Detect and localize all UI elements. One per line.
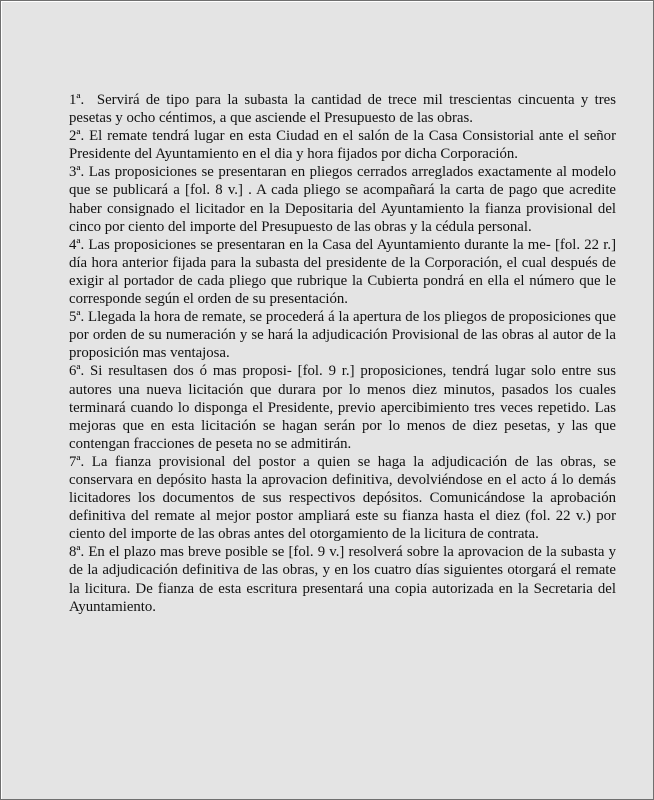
clause-1 <box>69 91 616 127</box>
clause-8 <box>69 543 616 615</box>
document-body <box>69 91 616 616</box>
clause-3 <box>69 163 616 235</box>
clause-text: La fianza provisional del postor a quien se haga la adjudicación de las obras, se conservara en depósito hasta la aprovacion definitiva, devolviéndose en el acto á lo demás licitadores los documentos de sus respectivos depósitos. Comunicándose la aprobación definitiva del remate al mejor postor ampliará este su fianza hasta el diez (fol. 22 v.) por ciento del importe de las obras antes del otorgamiento de la licitura de contrata. <box>69 453 617 543</box>
clause-2 <box>69 127 616 163</box>
clause-4 <box>69 236 616 308</box>
clause-text: En el plazo mas breve posible se [fol. 9 v.] resolverá sobre la aprovacion de la subasta y de la adjudicación definitiva de las obras, y en los cuatro días siguientes otorgará el remate la licitura. De fianza de esta escritura presentará una copia autorizada en la Secretaria del Ayuntamiento. <box>69 544 616 615</box>
clause-text: El remate tendrá lugar en esta Ciudad en el salón de la Casa Consistorial ante el señor Presidente del Ayuntamiento en el dia y hora fijados por dicha Corporación. <box>69 128 616 163</box>
clause-number: 4ª. <box>69 236 85 253</box>
clause-number: 2ª. <box>69 128 85 145</box>
clause-number: 8ª. <box>69 544 85 561</box>
clause-number: 6ª. <box>69 363 85 380</box>
clause-text: Si resultasen dos ó mas proposi- [fol. 9 r.] proposiciones, tendrá lugar solo entre sus autores una nueva licitación que durara por lo menos diez minutos, pasados los cuales terminará cuando lo disponga el Presidente, previo apercibimiento tres veces repetido. Las mejoras que en esta licitación se hagan serán por lo menos de diez pesetas, y las que contengan fracciones de peseta no se admitirán. <box>69 363 616 452</box>
clause-number: 1ª. <box>69 92 85 108</box>
clause-number: 7ª. <box>69 453 85 470</box>
clause-text: Llegada la hora de remate, se procederá á la apertura de los pliegos de proposiciones que por orden de su numeración y se hará la adjudicación Provisional de las obras al autor de la proposición mas ventajosa. <box>69 309 616 362</box>
clause-7 <box>69 453 616 543</box>
clause-text: Servirá de tipo para la subasta la cantidad de trece mil trescientas cincuenta y tres pesetas y ocho céntimos, a que asciende el Presupuesto de las obras. <box>69 92 616 127</box>
clause-text: Las proposiciones se presentaran en pliegos cerrados arreglados exactamente al modelo que se publicará a [fol. 8 v.] . A cada pliego se acompañará la carta de pago que acredite haber consignado el licitador en la Depositaria del Ayuntamiento la fianza provisional del cinco por ciento del importe del Presupuesto de las obras y la cédula personal. <box>69 164 616 235</box>
clause-text: Las proposiciones se presentaran en la Casa del Ayuntamiento durante la me- [fol. 22 r.] día hora anterior fijada para la subasta del presidente de la Corporación, el cual después de exigir al portador de cada pliego que rubrique la Cubierta pondrá en ella el número que le corresponde según el orden de su presentación. <box>69 236 616 308</box>
clause-5 <box>69 308 616 362</box>
clause-number: 5ª. <box>69 309 85 326</box>
clause-number: 3ª. <box>69 164 85 181</box>
clause-6 <box>69 362 616 452</box>
